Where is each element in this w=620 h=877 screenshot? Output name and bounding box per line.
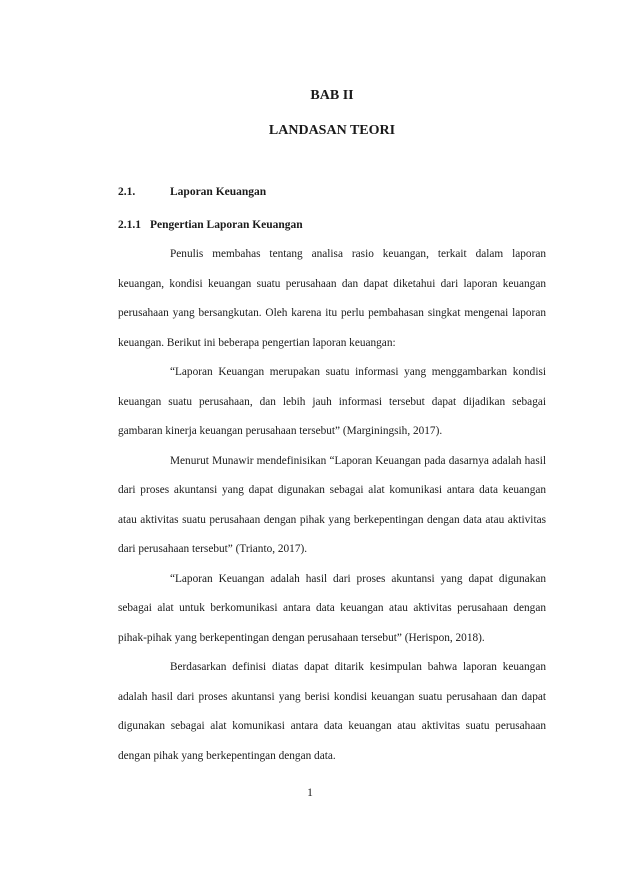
subsection-number: 2.1.1 <box>118 219 141 231</box>
body-text <box>118 240 546 771</box>
page-number: 1 <box>307 787 313 799</box>
section-title: Laporan Keuangan <box>170 186 267 198</box>
paragraph-quote-marginingsih: “Laporan Keuangan merupakan suatu informasi yang menggambarkan kondisi keuangan suatu perusahaan, dan lebih jauh informasi tersebut dapat dijadikan sebagai gambaran kinerja keuangan perusahaan tersebut” (Marginingsih, 2017). <box>118 366 546 437</box>
paragraph-intro: Penulis membahas tentang analisa rasio keuangan, terkait dalam laporan keuangan, kondisi keuangan suatu perusahaan dan dapat diketahui dari laporan keuangan perusahaan yang bersangkutan. Oleh karena itu perlu pembahasan singkat mengenai laporan keuangan. Berikut ini beberapa pengertian laporan keuangan: <box>118 248 546 349</box>
section-number: 2.1. <box>118 186 136 198</box>
paragraph-munawir: Menurut Munawir mendefinisikan “Laporan Keuangan pada dasarnya adalah hasil dari proses akuntansi yang dapat digunakan sebagai alat komunikasi antara data keuangan atau aktivitas suatu perusahaan dengan pihak yang berkepentingan dengan data atau aktivitas dari perusahaan tersebut” (Trianto, 2017). <box>118 454 546 555</box>
paragraph-quote-herispon: “Laporan Keuangan adalah hasil dari proses akuntansi yang dapat digunakan sebagai alat untuk berkomunikasi antara data keuangan atau aktivitas perusahaan dengan pihak-pihak yang berkepentingan dengan perusahaan tersebut” (Herispon, 2018). <box>118 572 546 644</box>
chapter-title: LANDASAN TEORI <box>268 123 396 138</box>
chapter-number: BAB II <box>310 88 354 103</box>
subsection-heading <box>118 219 546 231</box>
paragraph-conclusion: Berdasarkan definisi diatas dapat ditarik kesimpulan bahwa laporan keuangan adalah hasil dari proses akuntansi yang berisi kondisi keuangan suatu perusahaan dan dapat digunakan sebagai alat komunikasi antara data keuangan atau aktivitas suatu perusahaan dengan pihak yang berkepentingan dengan data. <box>118 661 546 762</box>
section-heading <box>118 186 546 198</box>
subsection-title: Pengertian Laporan Keuangan <box>150 219 303 231</box>
